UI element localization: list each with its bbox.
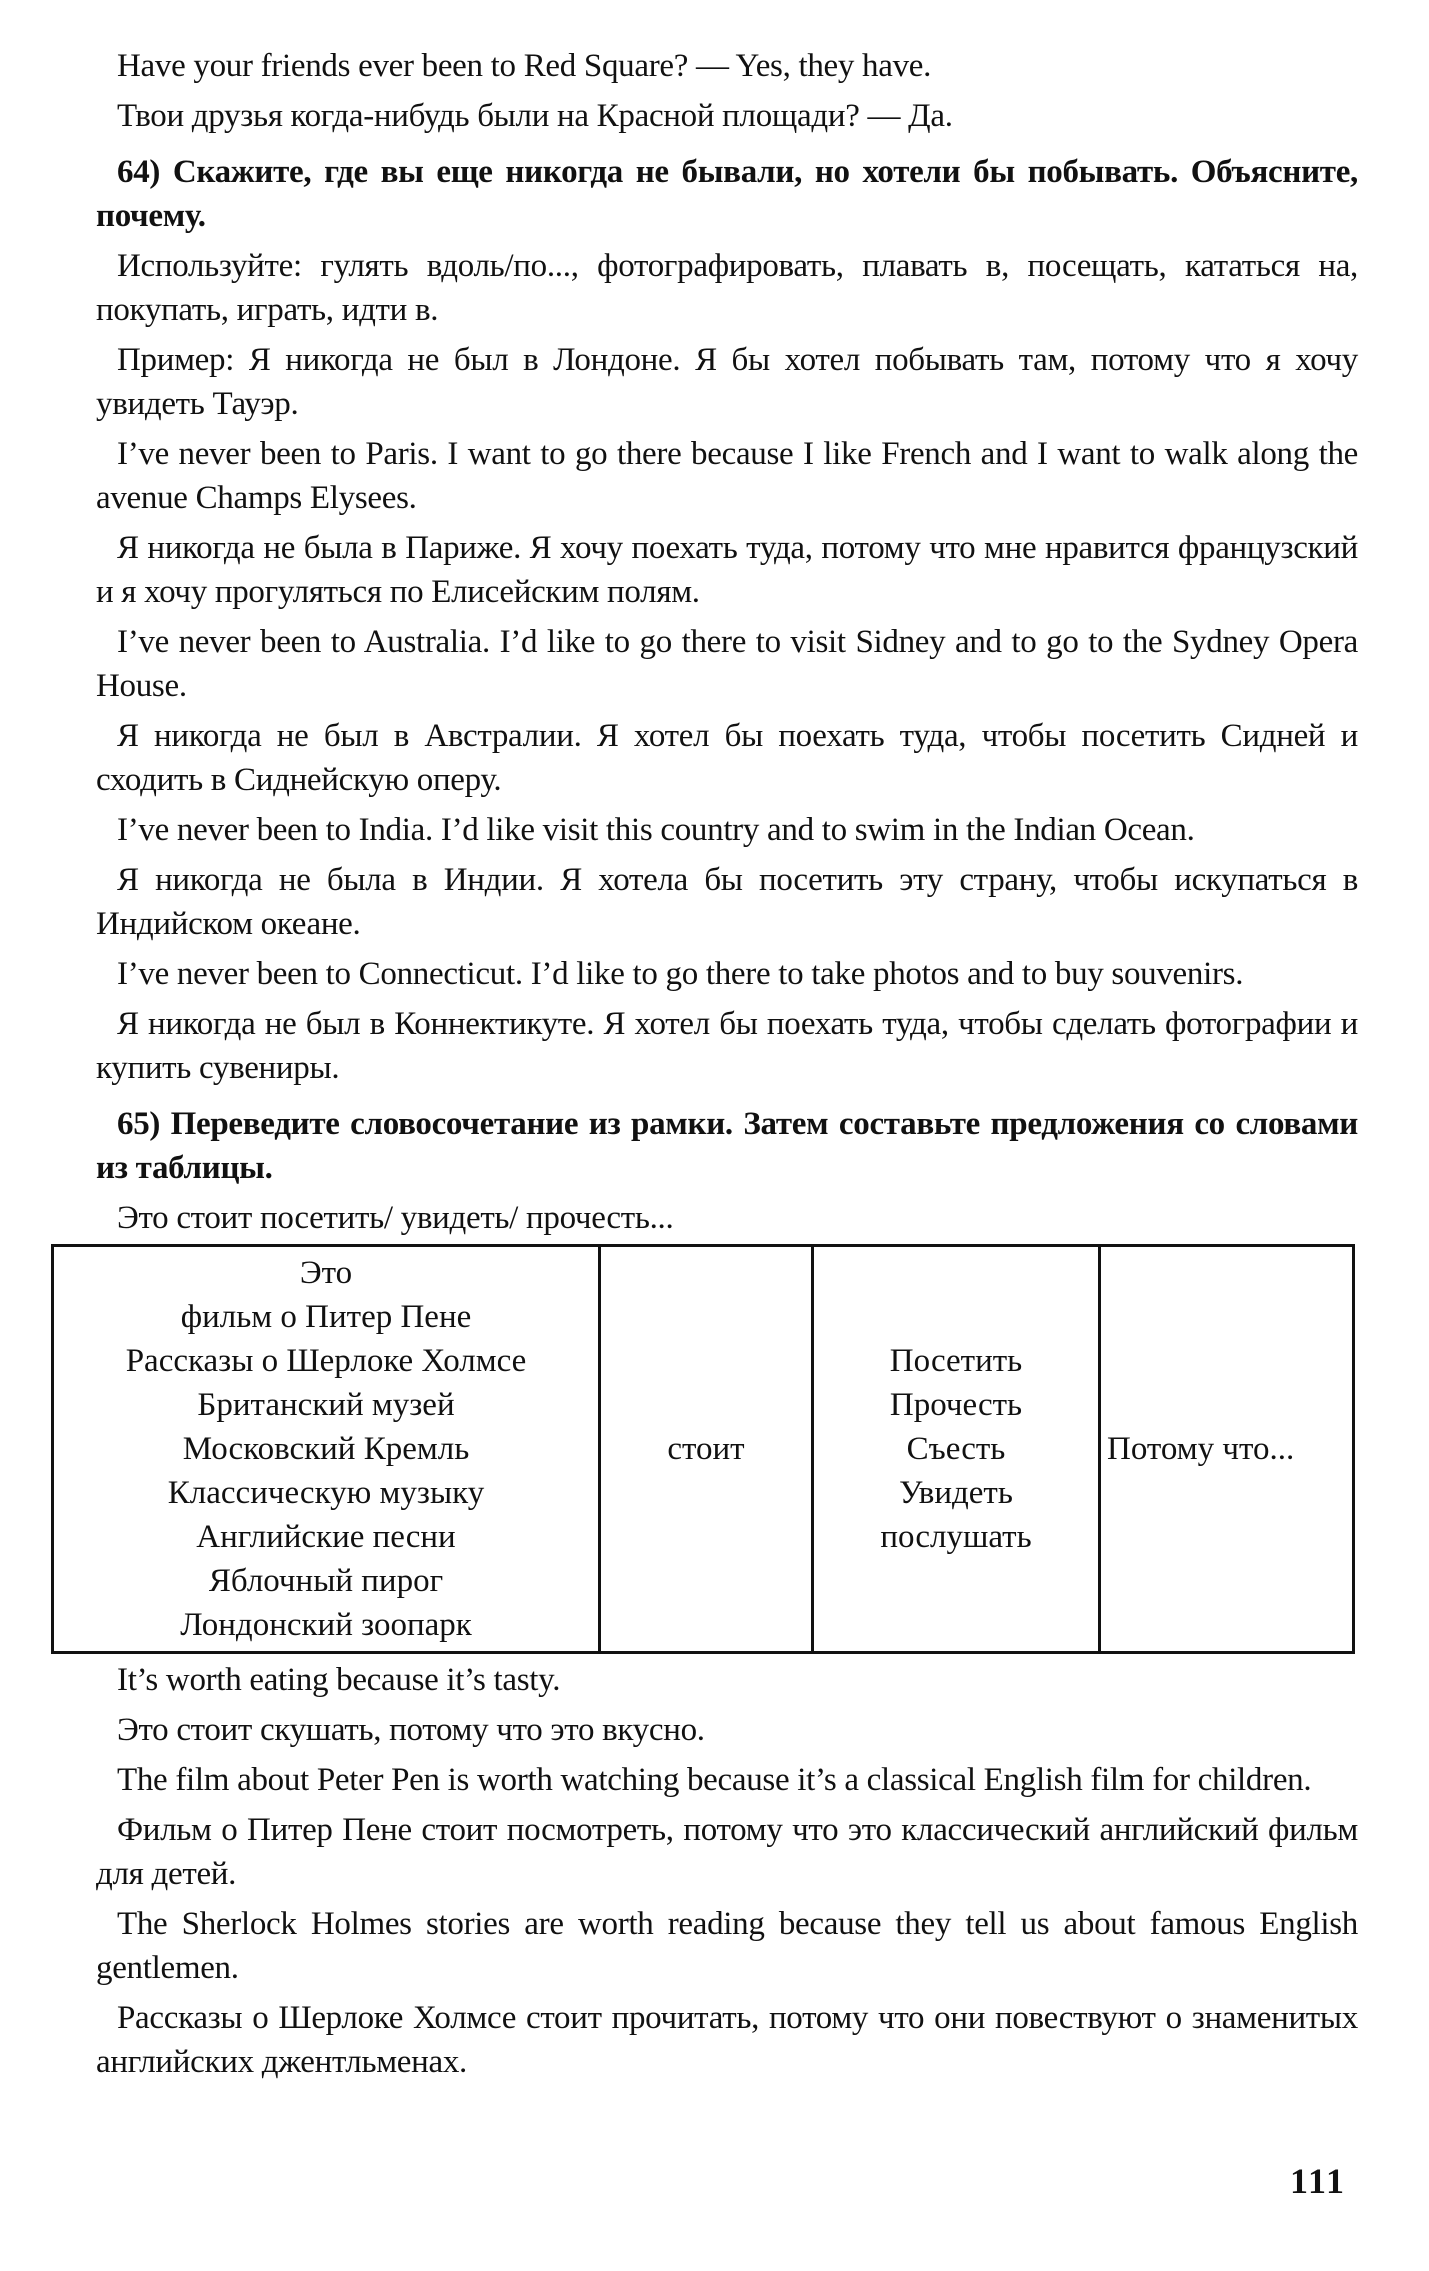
table-cell-subjects (53, 1246, 600, 1653)
table-cell-line: Рассказы о Шерлоке Холмсе (125, 1343, 527, 1379)
paragraph: It’s worth eating because it’s tasty. (117, 1662, 561, 1698)
paragraph: Твои друзья когда-нибудь были на Красной площади? — Да. (117, 98, 953, 134)
paragraph: The Sherlock Holmes stories are worth reading because they tell us about famous English gentlemen. (96, 1906, 1358, 1986)
paragraph: The film about Peter Pen is worth watching because it’s a classical English film for children. (117, 1762, 1312, 1798)
table-cell-line: Лондонский зоопарк (180, 1607, 472, 1643)
page-content (96, 44, 1358, 2084)
table-cell-line: фильм о Питер Пене (180, 1299, 472, 1335)
paragraph: Have your friends ever been to Red Square? — Yes, they have. (117, 48, 932, 84)
exercise-heading: 64) Скажите, где вы еще никогда не бывали, но хотели бы побывать. Объясните, почему. (96, 154, 1358, 234)
exercise-heading: 65) Переведите словосочетание из рамки. Затем составьте предложения со словами из таблицы. (96, 1106, 1358, 1186)
paragraph: Это стоит посетить/ увидеть/ прочесть... (117, 1200, 674, 1236)
paragraph: I’ve never been to Connecticut. I’d like to go there to take photos and to buy souvenirs. (117, 956, 1244, 992)
table-cell-reason: Потому что... (1100, 1246, 1354, 1653)
paragraph: Пример: Я никогда не был в Лондоне. Я бы хотел побывать там, потому что я хочу увидеть Тауэр. (96, 342, 1358, 422)
top-paragraphs (96, 44, 1358, 1240)
phrase-table (51, 1244, 1355, 1654)
table-cell-line: Увидеть (899, 1475, 1013, 1511)
table-cell-verb: стоит (600, 1246, 813, 1653)
paragraph: Фильм о Питер Пене стоит посмотреть, потому что это классический английский фильм для детей. (96, 1812, 1358, 1892)
table-cell-line: Посетить (889, 1343, 1023, 1379)
paragraph: Я никогда не был в Коннектикуте. Я хотел бы поехать туда, чтобы сделать фотографии и купить сувениры. (96, 1006, 1358, 1086)
page-number: 111 (1290, 2161, 1347, 2201)
table-cell-line: Классическую музыку (167, 1475, 485, 1511)
table-cell-line: Съесть (906, 1431, 1006, 1467)
table-cell-line: Британский музей (197, 1387, 455, 1423)
table-cell-line: послушать (880, 1519, 1032, 1555)
table-row (53, 1246, 1354, 1653)
paragraph: I’ve never been to Paris. I want to go there because I like French and I want to walk along the avenue Champs Elysees. (96, 436, 1358, 516)
table-cell-line: Московский Кремль (182, 1431, 470, 1467)
paragraph: Я никогда не был в Австралии. Я хотел бы поехать туда, чтобы посетить Сидней и сходить в Сиднейскую оперу. (96, 718, 1358, 798)
paragraph: Это стоит скушать, потому что это вкусно. (117, 1712, 705, 1748)
paragraph: I’ve never been to Australia. I’d like to go there to visit Sidney and to go to the Sydney Opera House. (96, 624, 1358, 704)
paragraph: Я никогда не была в Индии. Я хотела бы посетить эту страну, чтобы искупаться в Индийском океане. (96, 862, 1358, 942)
table-cell-line: Прочесть (889, 1387, 1023, 1423)
table-cell-line: Яблочный пирог (208, 1563, 444, 1599)
paragraph: I’ve never been to India. I’d like visit this country and to swim in the Indian Ocean. (117, 812, 1195, 848)
table-cell-line: Английские песни (196, 1519, 456, 1555)
paragraph: Используйте: гулять вдоль/по..., фотографировать, плавать в, посещать, кататься на, покупать, играть, идти в. (96, 248, 1358, 328)
table-cell-line: Это (299, 1255, 353, 1291)
paragraph: Рассказы о Шерлоке Холмсе стоит прочитать, потому что они повествуют о знаменитых английских джентльменах. (96, 2000, 1358, 2080)
paragraph: Я никогда не была в Париже. Я хочу поехать туда, потому что мне нравится французский и я хочу прогуляться по Елисейским полям. (96, 530, 1358, 610)
table-cell-actions (813, 1246, 1100, 1653)
bottom-paragraphs (96, 1658, 1358, 2084)
